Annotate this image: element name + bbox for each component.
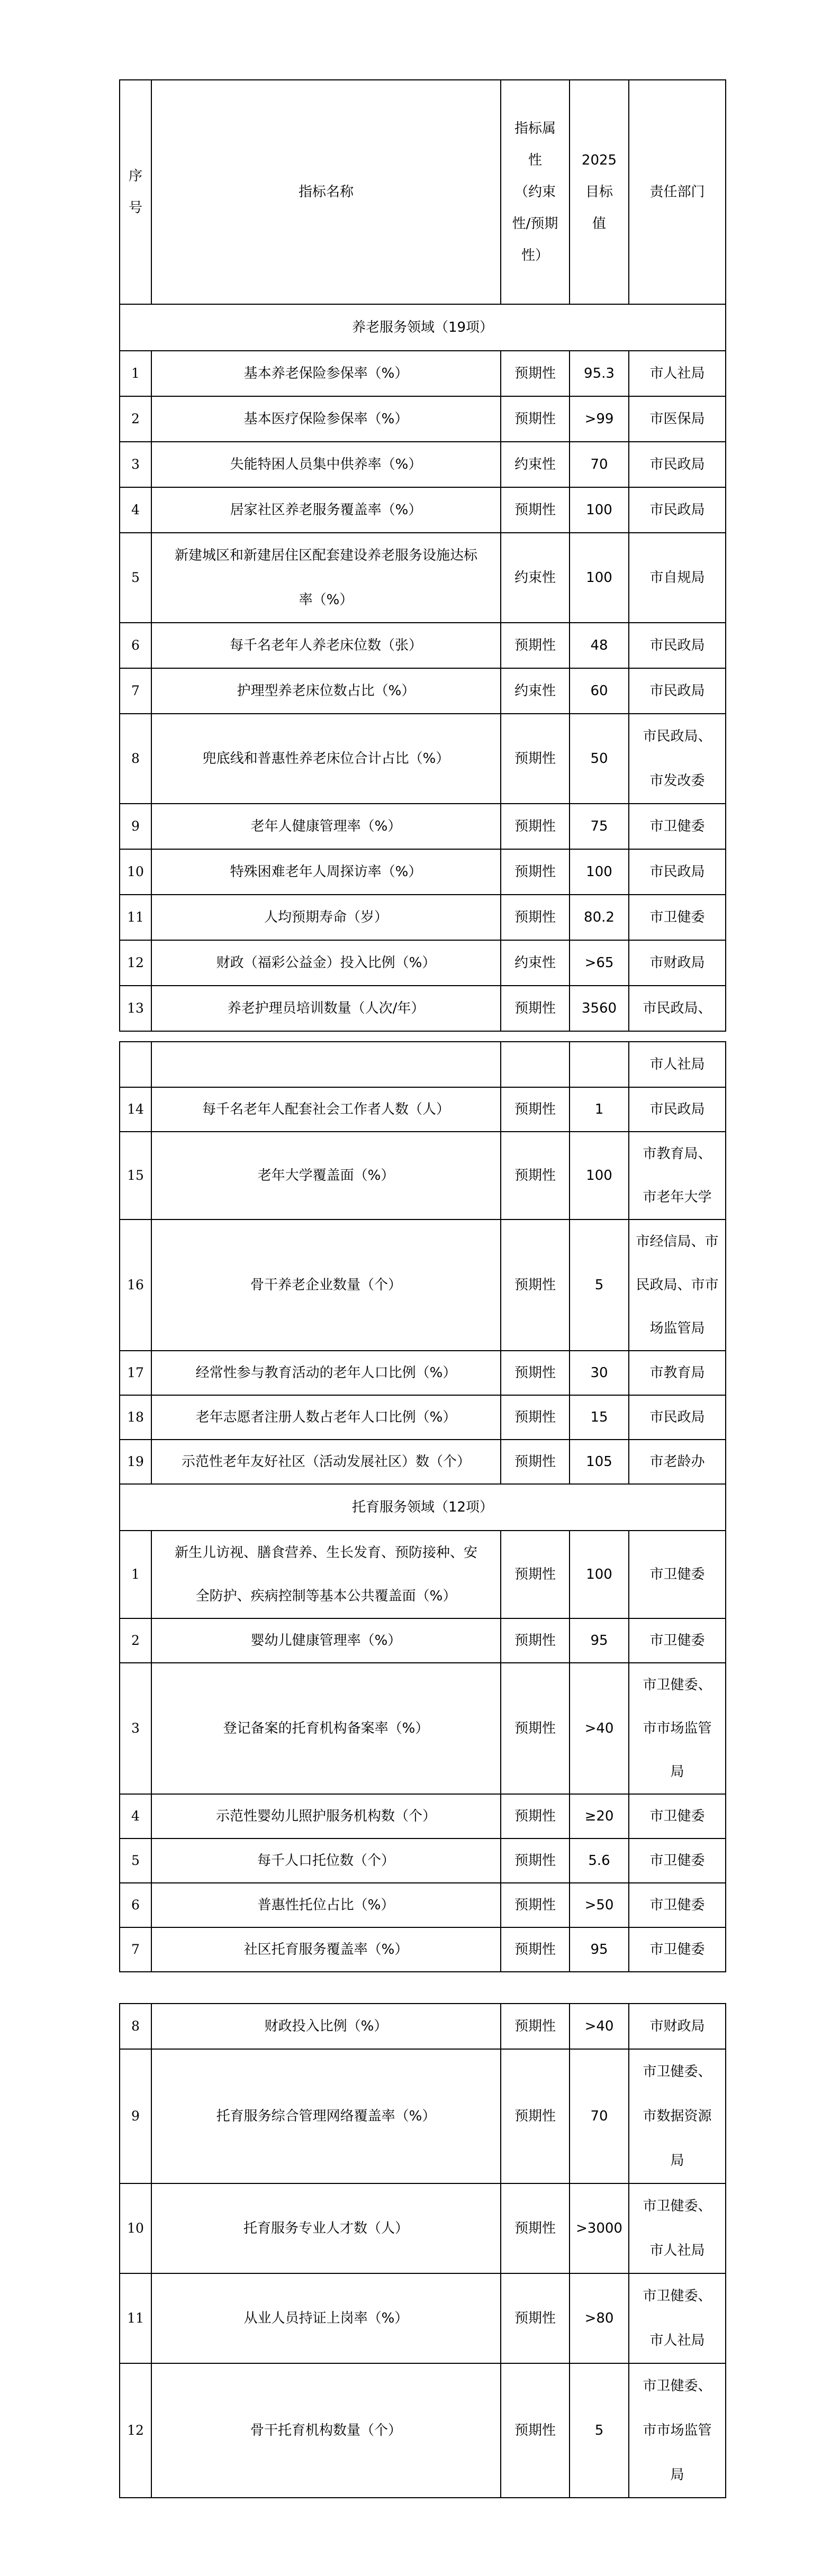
row-index: 3	[120, 1663, 151, 1794]
indicator-attribute: 约束性	[501, 442, 570, 487]
row-index: 3	[120, 442, 151, 487]
row-index: 1	[120, 1531, 151, 1618]
target-value: >80	[570, 2273, 629, 2363]
indicator-attribute: 预期性	[501, 1395, 570, 1440]
table-row	[120, 2363, 726, 2498]
row-index: 1	[120, 351, 151, 396]
row-index: 17	[120, 1351, 151, 1395]
indicator-attribute: 预期性	[501, 396, 570, 442]
responsible-department: 市自规局	[629, 533, 726, 623]
responsible-department: 市民政局	[629, 487, 726, 533]
target-value: >40	[570, 1663, 629, 1794]
row-index: 5	[120, 1838, 151, 1883]
section-row-childcare	[120, 1484, 726, 1531]
row-index: 14	[120, 1087, 151, 1132]
indicator-name: 新生儿访视、膳食营养、生长发育、预防接种、安 全防护、疾病控制等基本公共覆盖面（%）	[151, 1531, 501, 1618]
row-index: 12	[120, 940, 151, 986]
indicator-name: 托育服务综合管理网络覆盖率（%）	[151, 2049, 501, 2183]
row-index: 11	[120, 895, 151, 940]
row-index: 9	[120, 2049, 151, 2183]
indicator-name: 居家社区养老服务覆盖率（%）	[151, 487, 501, 533]
target-value: >40	[570, 2004, 629, 2049]
table-row	[120, 623, 726, 668]
responsible-department: 市卫健委、 市人社局	[629, 2273, 726, 2363]
indicator-attribute: 预期性	[501, 2183, 570, 2273]
row-index: 12	[120, 2363, 151, 2498]
indicator-attribute: 预期性	[501, 1794, 570, 1838]
header-attribute: 指标属 性 （约束 性/预期 性）	[501, 80, 570, 304]
indicator-attribute: 预期性	[501, 487, 570, 533]
indicator-table-page-2	[119, 1041, 726, 1972]
table-row	[120, 351, 726, 396]
target-value: >3000	[570, 2183, 629, 2273]
table-row	[120, 1618, 726, 1663]
target-value: 30	[570, 1351, 629, 1395]
table-row	[120, 2273, 726, 2363]
target-value: 50	[570, 714, 629, 804]
responsible-department: 市卫健委	[629, 804, 726, 849]
row-index: 13	[120, 986, 151, 1031]
responsible-department: 市教育局	[629, 1351, 726, 1395]
responsible-department: 市人社局	[629, 351, 726, 396]
responsible-department: 市卫健委、 市人社局	[629, 2183, 726, 2273]
responsible-department: 市民政局	[629, 623, 726, 668]
row-index: 8	[120, 714, 151, 804]
row-index: 10	[120, 2183, 151, 2273]
indicator-name: 示范性老年友好社区（活动发展社区）数（个）	[151, 1440, 501, 1484]
row-index: 19	[120, 1440, 151, 1484]
table-row	[120, 1440, 726, 1484]
responsible-department: 市民政局	[629, 442, 726, 487]
indicator-attribute: 预期性	[501, 2004, 570, 2049]
target-value: 5.6	[570, 1838, 629, 1883]
responsible-department: 市卫健委	[629, 1794, 726, 1838]
responsible-department: 市民政局	[629, 1395, 726, 1440]
target-value: >99	[570, 396, 629, 442]
indicator-name: 普惠性托位占比（%）	[151, 1883, 501, 1927]
indicator-attribute: 预期性	[501, 895, 570, 940]
row-index: 2	[120, 396, 151, 442]
indicator-name: 老年志愿者注册人数占老年人口比例（%）	[151, 1395, 501, 1440]
indicator-attribute: 预期性	[501, 1838, 570, 1883]
header-index: 序 号	[120, 80, 151, 304]
indicator-attribute: 预期性	[501, 2273, 570, 2363]
indicator-attribute: 预期性	[501, 849, 570, 895]
target-value: 100	[570, 487, 629, 533]
indicator-name: 骨干托育机构数量（个）	[151, 2363, 501, 2498]
row-index: 4	[120, 1794, 151, 1838]
responsible-department: 市教育局、 市老年大学	[629, 1132, 726, 1219]
indicator-name: 婴幼儿健康管理率（%）	[151, 1618, 501, 1663]
target-value: 100	[570, 1531, 629, 1618]
target-value: 75	[570, 804, 629, 849]
target-value: 5	[570, 1219, 629, 1351]
indicator-name: 兜底线和普惠性养老床位合计占比（%）	[151, 714, 501, 804]
header-target: 2025 目标 值	[570, 80, 629, 304]
table-row	[120, 2049, 726, 2183]
target-value: 95.3	[570, 351, 629, 396]
table-row	[120, 533, 726, 623]
target-value: 70	[570, 2049, 629, 2183]
indicator-attribute: 预期性	[501, 623, 570, 668]
indicator-attribute: 预期性	[501, 1087, 570, 1132]
indicator-name: 养老护理员培训数量（人次/年）	[151, 986, 501, 1031]
table-row	[120, 1794, 726, 1838]
indicator-name: 经常性参与教育活动的老年人口比例（%）	[151, 1351, 501, 1395]
row-index: 11	[120, 2273, 151, 2363]
target-value: 105	[570, 1440, 629, 1484]
indicator-name: 从业人员持证上岗率（%）	[151, 2273, 501, 2363]
row-index: 10	[120, 849, 151, 895]
row-index: 8	[120, 2004, 151, 2049]
indicator-name: 失能特困人员集中供养率（%）	[151, 442, 501, 487]
responsible-department: 市老龄办	[629, 1440, 726, 1484]
indicator-table-page-1	[119, 79, 726, 1032]
indicator-attribute: 预期性	[501, 1132, 570, 1219]
indicator-attribute: 预期性	[501, 1219, 570, 1351]
table-row	[120, 1883, 726, 1927]
row-index: 4	[120, 487, 151, 533]
table-row	[120, 442, 726, 487]
target-value: 100	[570, 849, 629, 895]
responsible-department: 市卫健委	[629, 1531, 726, 1618]
indicator-name: 人均预期寿命（岁）	[151, 895, 501, 940]
table-row	[120, 1531, 726, 1618]
table-row	[120, 2183, 726, 2273]
indicator-attribute: 约束性	[501, 533, 570, 623]
target-value: 1	[570, 1087, 629, 1132]
responsible-department: 市医保局	[629, 396, 726, 442]
indicator-attribute: 预期性	[501, 351, 570, 396]
indicator-attribute: 预期性	[501, 986, 570, 1031]
indicator-table-page-3	[119, 2003, 726, 2498]
responsible-department: 市民政局、	[629, 986, 726, 1031]
table-row	[120, 1087, 726, 1132]
indicator-attribute: 预期性	[501, 1883, 570, 1927]
target-value: ≥20	[570, 1794, 629, 1838]
indicator-name: 财政投入比例（%）	[151, 2004, 501, 2049]
target-value: 70	[570, 442, 629, 487]
indicator-attribute: 预期性	[501, 2049, 570, 2183]
indicator-attribute: 约束性	[501, 940, 570, 986]
responsible-department: 市卫健委、 市数据资源 局	[629, 2049, 726, 2183]
target-value: >65	[570, 940, 629, 986]
indicator-attribute: 预期性	[501, 804, 570, 849]
target-value: 48	[570, 623, 629, 668]
responsible-department: 市卫健委	[629, 1883, 726, 1927]
row-index: 7	[120, 668, 151, 714]
target-value: >50	[570, 1883, 629, 1927]
responsible-department: 市民政局	[629, 1087, 726, 1132]
table-row	[120, 1927, 726, 1972]
target-value: 3560	[570, 986, 629, 1031]
table-header-row	[120, 80, 726, 304]
header-name: 指标名称	[151, 80, 501, 304]
table-row	[120, 1351, 726, 1395]
responsible-department: 市卫健委、 市市场监管 局	[629, 1663, 726, 1794]
table-row	[120, 940, 726, 986]
target-value: 15	[570, 1395, 629, 1440]
indicator-name: 基本养老保险参保率（%）	[151, 351, 501, 396]
responsible-department: 市财政局	[629, 940, 726, 986]
row-index: 6	[120, 1883, 151, 1927]
indicator-name: 每千人口托位数（个）	[151, 1838, 501, 1883]
section-title-elderly: 养老服务领域（19项）	[120, 304, 726, 351]
indicator-attribute: 预期性	[501, 1440, 570, 1484]
responsible-department: 市卫健委	[629, 1927, 726, 1972]
row-index: 5	[120, 533, 151, 623]
section-row-elderly	[120, 304, 726, 351]
row-index: 6	[120, 623, 151, 668]
indicator-attribute: 预期性	[501, 1927, 570, 1972]
table-row	[120, 668, 726, 714]
indicator-attribute: 预期性	[501, 2363, 570, 2498]
row-index: 9	[120, 804, 151, 849]
target-value: 100	[570, 533, 629, 623]
responsible-department: 市卫健委	[629, 1838, 726, 1883]
row-index: 18	[120, 1395, 151, 1440]
table-row	[120, 1219, 726, 1351]
responsible-department: 市卫健委	[629, 895, 726, 940]
responsible-department: 市民政局	[629, 668, 726, 714]
responsible-department: 市卫健委、 市市场监管 局	[629, 2363, 726, 2498]
target-value: 95	[570, 1927, 629, 1972]
section-title-childcare: 托育服务领域（12项）	[120, 1484, 726, 1531]
indicator-name: 社区托育服务覆盖率（%）	[151, 1927, 501, 1972]
indicator-name: 每千名老年人配套社会工作者人数（人）	[151, 1087, 501, 1132]
indicator-attribute: 预期性	[501, 1663, 570, 1794]
table-row	[120, 2004, 726, 2049]
indicator-name: 新建城区和新建居住区配套建设养老服务设施达标 率（%）	[151, 533, 501, 623]
row-index: 15	[120, 1132, 151, 1219]
indicator-attribute: 预期性	[501, 1618, 570, 1663]
indicator-name: 托育服务专业人才数（人）	[151, 2183, 501, 2273]
responsible-department: 市经信局、市 民政局、市市 场监管局	[629, 1219, 726, 1351]
row-index: 2	[120, 1618, 151, 1663]
responsible-department: 市卫健委	[629, 1618, 726, 1663]
table-row	[120, 804, 726, 849]
indicator-name: 护理型养老床位数占比（%）	[151, 668, 501, 714]
header-department: 责任部门	[629, 80, 726, 304]
indicator-name: 特殊困难老年人周探访率（%）	[151, 849, 501, 895]
table-row	[120, 1132, 726, 1219]
indicator-name: 骨干养老企业数量（个）	[151, 1219, 501, 1351]
responsible-department: 市财政局	[629, 2004, 726, 2049]
row-index: 7	[120, 1927, 151, 1972]
responsible-department: 市民政局、 市发改委	[629, 714, 726, 804]
continuation-row	[120, 1042, 726, 1087]
target-value: 80.2	[570, 895, 629, 940]
target-value: 5	[570, 2363, 629, 2498]
table-row	[120, 1395, 726, 1440]
indicator-name: 基本医疗保险参保率（%）	[151, 396, 501, 442]
indicator-attribute: 预期性	[501, 714, 570, 804]
target-value: 100	[570, 1132, 629, 1219]
responsible-department: 市民政局	[629, 849, 726, 895]
table-row	[120, 895, 726, 940]
indicator-name: 老年人健康管理率（%）	[151, 804, 501, 849]
target-value: 60	[570, 668, 629, 714]
table-row	[120, 396, 726, 442]
table-row	[120, 1663, 726, 1794]
target-value: 95	[570, 1618, 629, 1663]
indicator-attribute: 约束性	[501, 668, 570, 714]
table-row	[120, 849, 726, 895]
indicator-name: 登记备案的托育机构备案率（%）	[151, 1663, 501, 1794]
indicator-name: 每千名老年人养老床位数（张）	[151, 623, 501, 668]
row-index: 16	[120, 1219, 151, 1351]
table-row	[120, 1838, 726, 1883]
indicator-name: 财政（福彩公益金）投入比例（%）	[151, 940, 501, 986]
indicator-name: 示范性婴幼儿照护服务机构数（个）	[151, 1794, 501, 1838]
table-row	[120, 487, 726, 533]
table-row	[120, 714, 726, 804]
continuation-department: 市人社局	[629, 1042, 726, 1087]
indicator-attribute: 预期性	[501, 1351, 570, 1395]
indicator-name: 老年大学覆盖面（%）	[151, 1132, 501, 1219]
table-row	[120, 986, 726, 1031]
indicator-attribute: 预期性	[501, 1531, 570, 1618]
